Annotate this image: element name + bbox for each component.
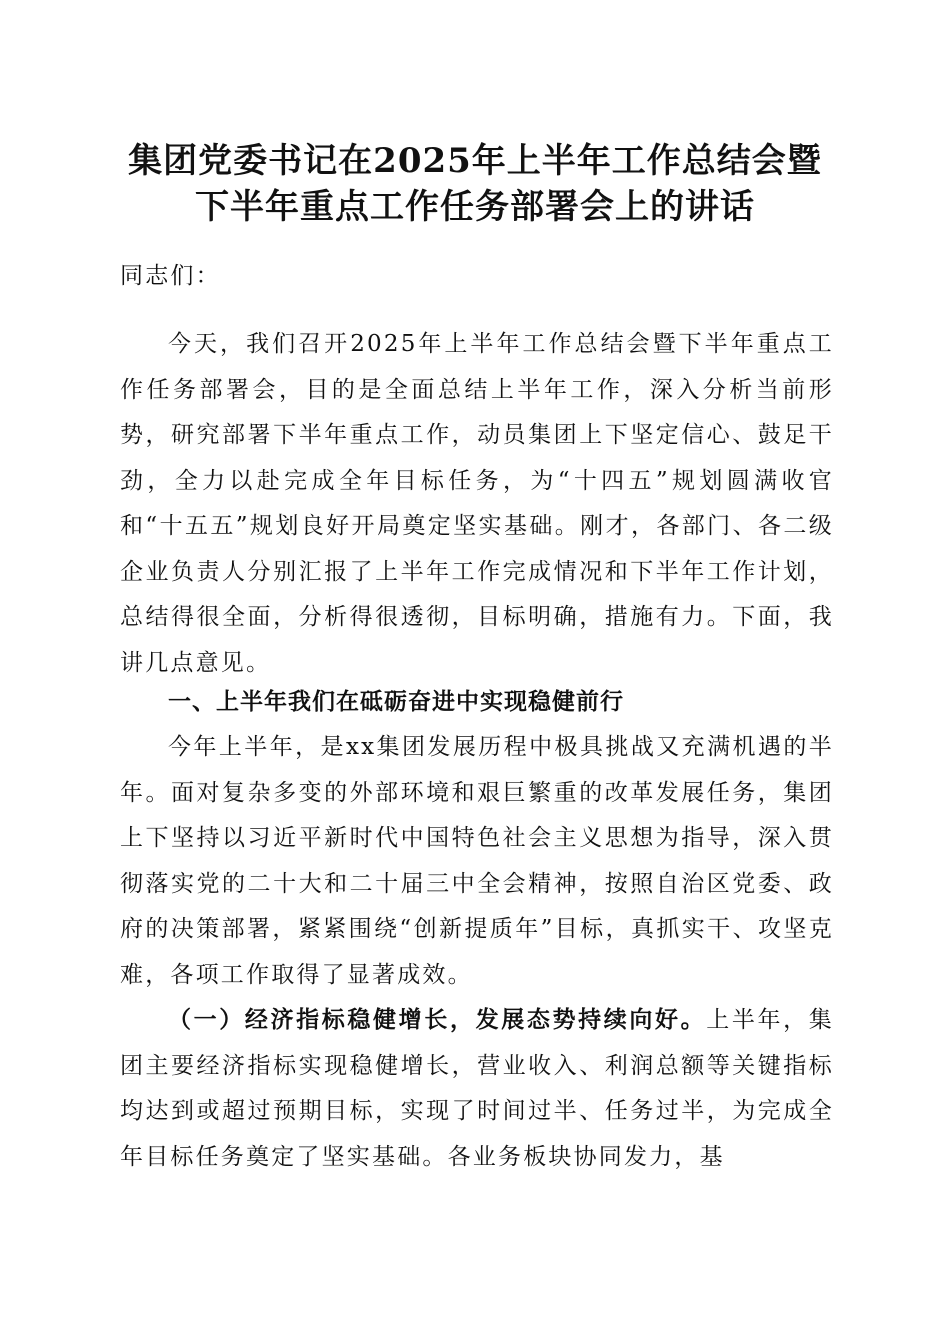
- paragraph-subsection-1: [120, 997, 834, 1180]
- section-heading-1: 一、上半年我们在砥砺奋进中实现稳健前行: [168, 689, 624, 715]
- paragraph-intro: 今天，我们召开2025年上半年工作总结会暨下半年重点工作任务部署会，目的是全面总结上半年工作，深入分析当前形势，研究部署下半年重点工作，动员集团上下坚定信心、鼓足干劲，全力以赴完成全年目标任务，为“十四五”规划圆满收官和“十五五”规划良好开局奠定坚实基础。刚才，各部门、各二级企业负责人分别汇报了上半年工作完成情况和下半年工作计划，总结得很全面，分析得很透彻，目标明确，措施有力。下面，我讲几点意见。: [120, 331, 834, 676]
- salutation: 同志们：: [120, 263, 221, 289]
- paragraph-first-half: 今年上半年，是xx集团发展历程中极具挑战又充满机遇的半年。面对复杂多变的外部环境和艰巨繁重的改革发展任务，集团上下坚持以习近平新时代中国特色社会主义思想为指导，深入贯彻落实党的二十大和二十届三中全会精神，按照自治区党委、政府的决策部署，紧紧围绕“创新提质年”目标，真抓实干、攻坚克难，各项工作取得了显著成效。: [120, 734, 834, 988]
- document-title-line2: 下半年重点工作任务部署会上的讲话: [195, 187, 755, 227]
- subsection-body-1: 上半年，集团主要经济指标实现稳健增长，营业收入、利润总额等关键指标均达到或超过预期目标，实现了时间过半、任务过半，为完成全年目标任务奠定了坚实基础。各业务板块协同发力，基: [120, 1007, 835, 1170]
- subsection-heading-1: （一）经济指标稳健增长，发展态势持续向好。: [168, 1006, 707, 1033]
- document-title-line1: 集团党委书记在2025年上半年工作总结会暨: [128, 141, 822, 181]
